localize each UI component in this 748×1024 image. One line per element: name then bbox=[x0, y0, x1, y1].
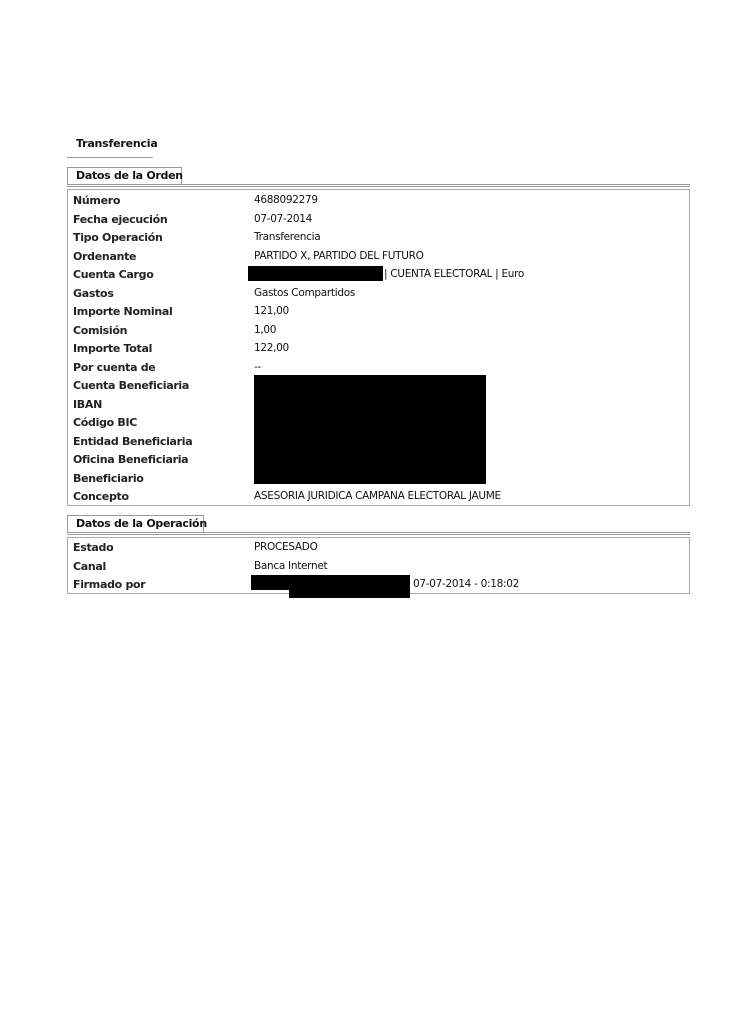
redaction-block-signer-1 bbox=[251, 575, 291, 590]
row-label: Estado bbox=[73, 541, 114, 554]
redaction-block-signer-2 bbox=[289, 575, 410, 598]
row-label: Comisión bbox=[73, 323, 128, 337]
row-label: Importe Nominal bbox=[73, 305, 173, 318]
order-row-concepto bbox=[68, 488, 689, 506]
row-value: Transferencia bbox=[254, 231, 321, 243]
row-value: 1,00 bbox=[254, 323, 277, 336]
page-title: Transferencia bbox=[76, 137, 158, 150]
redaction-block-cuenta-cargo bbox=[248, 266, 383, 281]
row-value: Banca Internet bbox=[254, 559, 328, 572]
row-label: Gastos bbox=[73, 286, 114, 300]
row-label: Código BIC bbox=[73, 416, 138, 429]
row-value: PROCESADO bbox=[254, 541, 318, 553]
order-row-numero bbox=[68, 192, 689, 210]
order-row-por-cuenta bbox=[68, 359, 689, 377]
order-section-tab bbox=[67, 167, 182, 184]
row-label: IBAN bbox=[73, 397, 102, 411]
order-row-ordenante bbox=[68, 248, 689, 266]
row-value: ASESORIA JURIDICA CAMPANA ELECTORAL JAUME bbox=[254, 490, 501, 502]
order-details-box bbox=[67, 189, 690, 506]
row-value: 4688092279 bbox=[254, 194, 318, 206]
operation-section-separator bbox=[67, 532, 690, 535]
order-row-importe-total bbox=[68, 340, 689, 358]
operation-section-tab bbox=[67, 515, 207, 532]
row-value: -- bbox=[254, 360, 261, 373]
row-value: 121,00 bbox=[254, 305, 289, 317]
order-section-separator bbox=[67, 184, 690, 187]
row-label: Cuenta Cargo bbox=[73, 268, 154, 281]
row-value: | CUENTA ELECTORAL | Euro bbox=[384, 268, 525, 280]
row-label: Entidad Beneficiaria bbox=[73, 434, 193, 448]
order-row-importe-nominal bbox=[68, 303, 689, 321]
row-label: Canal bbox=[73, 559, 107, 573]
row-label: Concepto bbox=[73, 490, 129, 503]
row-value: 122,00 bbox=[254, 342, 289, 354]
row-value: Gastos Compartidos bbox=[254, 286, 355, 299]
row-label: Número bbox=[73, 194, 121, 207]
row-label: Oficina Beneficiaria bbox=[73, 453, 189, 466]
page-title-tab bbox=[67, 134, 158, 158]
row-label: Tipo Operación bbox=[73, 231, 163, 244]
order-row-tipo bbox=[68, 229, 689, 247]
row-value: 07-07-2014 - 0:18:02 bbox=[413, 578, 519, 590]
order-row-gastos bbox=[68, 285, 689, 303]
order-section-header: Datos de la Orden bbox=[76, 169, 183, 182]
redaction-block-beneficiary bbox=[254, 375, 486, 484]
operation-row-estado bbox=[68, 539, 689, 557]
operation-details-box bbox=[67, 537, 690, 594]
operation-row-canal bbox=[68, 558, 689, 576]
row-label: Firmado por bbox=[73, 578, 146, 591]
row-label: Importe Total bbox=[73, 342, 153, 355]
order-row-fecha bbox=[68, 211, 689, 229]
row-label: Por cuenta de bbox=[73, 360, 156, 374]
operation-section-header: Datos de la Operación bbox=[76, 517, 207, 530]
row-label: Fecha ejecución bbox=[73, 212, 168, 226]
row-label: Cuenta Beneficiaria bbox=[73, 379, 190, 392]
row-value: PARTIDO X, PARTIDO DEL FUTURO bbox=[254, 249, 424, 262]
row-value: 07-07-2014 bbox=[254, 212, 313, 225]
row-label: Beneficiario bbox=[73, 471, 144, 485]
order-row-comision bbox=[68, 322, 689, 340]
row-label: Ordenante bbox=[73, 249, 137, 263]
